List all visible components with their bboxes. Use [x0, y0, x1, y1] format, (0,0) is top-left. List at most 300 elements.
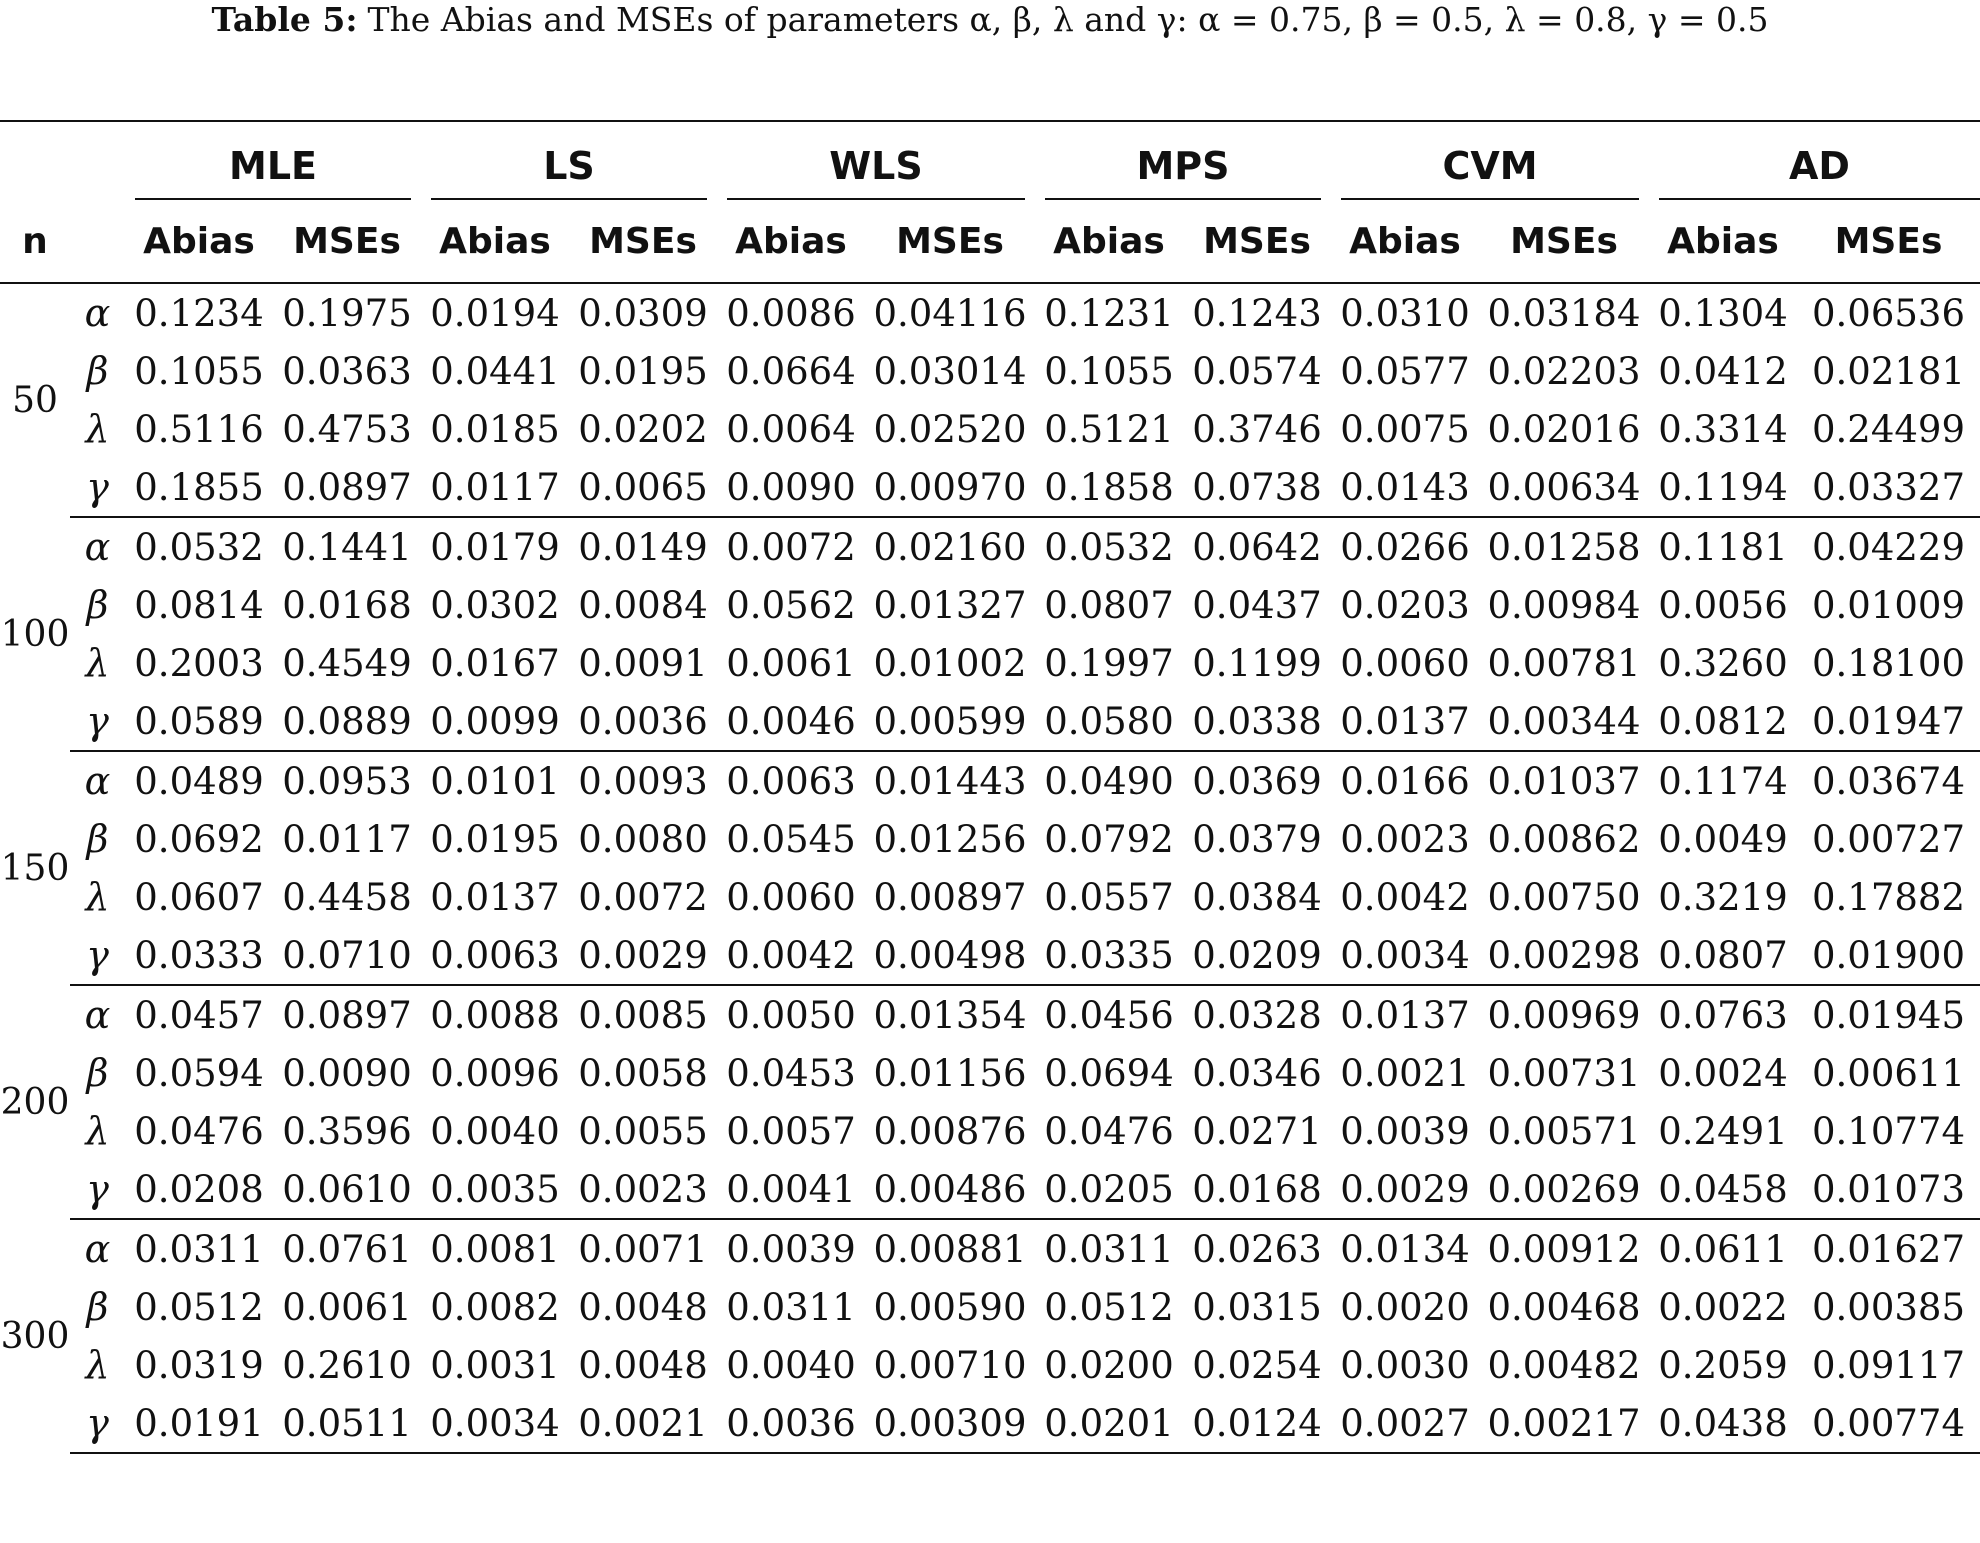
mses-cell: 0.01156	[873, 1051, 1027, 1095]
table-row	[0, 342, 1980, 400]
abias-cell: 0.2003	[134, 641, 264, 685]
method-header: CVM	[1331, 122, 1649, 200]
mses-cell: 0.01354	[873, 993, 1027, 1037]
abias-cell: 0.0039	[726, 1227, 856, 1271]
mses-cell: 0.00498	[865, 926, 1035, 985]
abias-cell: 0.0441	[430, 349, 560, 393]
mses-cell: 0.3596	[282, 1109, 412, 1153]
abias-cell: 0.1855	[125, 458, 273, 517]
parameter-cell: α	[84, 993, 111, 1037]
parameter-cell: α	[84, 291, 111, 335]
mses-cell: 0.0369	[1192, 759, 1322, 803]
abias-cell: 0.0063	[421, 926, 569, 985]
mses-cell: 0.00750	[1487, 875, 1641, 919]
n-block	[0, 985, 1980, 1219]
mses-cell: 0.0384	[1192, 875, 1322, 919]
mses-cell: 0.0168	[1183, 1160, 1331, 1219]
abias-cell: 0.0476	[1044, 1109, 1174, 1153]
method-header: AD	[1649, 122, 1980, 200]
mses-cell: 0.1441	[282, 525, 412, 569]
abias-cell: 0.0046	[717, 692, 865, 751]
mses-cell: 0.0048	[578, 1285, 708, 1329]
mses-cell: 0.01256	[873, 817, 1027, 861]
mses-cell: 0.03674	[1811, 759, 1965, 803]
mses-cell: 0.00970	[865, 458, 1035, 517]
parameter-cell: λ	[85, 875, 110, 919]
mses-cell: 0.00590	[873, 1285, 1027, 1329]
n-block	[0, 283, 1980, 517]
mses-cell: 0.24499	[1811, 407, 1965, 451]
table-row	[0, 1219, 1980, 1278]
abias-cell: 0.0594	[134, 1051, 264, 1095]
abias-cell: 0.0763	[1658, 993, 1788, 1037]
mses-cell: 0.04229	[1811, 525, 1965, 569]
abias-cell: 0.0075	[1340, 407, 1470, 451]
abias-cell: 0.0060	[726, 875, 856, 919]
abias-cell: 0.0457	[134, 993, 264, 1037]
abias-cell: 0.1231	[1044, 291, 1174, 335]
mses-cell: 0.0209	[1183, 926, 1331, 985]
mses-cell: 0.0642	[1192, 525, 1322, 569]
parameter-cell: γ	[70, 1160, 125, 1219]
parameter-cell: β	[86, 583, 109, 627]
table-row	[0, 1336, 1980, 1394]
mses-cell: 0.0071	[578, 1227, 708, 1271]
mses-cell: 0.01627	[1811, 1227, 1965, 1271]
abias-cell: 0.0310	[1340, 291, 1470, 335]
abias-cell: 0.0458	[1649, 1160, 1797, 1219]
mses-cell: 0.0090	[282, 1051, 412, 1095]
table-row	[0, 458, 1980, 517]
abias-cell: 0.1997	[1044, 641, 1174, 685]
abias-cell: 0.0179	[430, 525, 560, 569]
abias-cell: 0.0205	[1035, 1160, 1183, 1219]
mses-cell: 0.4458	[282, 875, 412, 919]
abias-cell: 0.0137	[1340, 993, 1470, 1037]
abias-cell: 0.0030	[1340, 1343, 1470, 1387]
abias-cell: 0.0036	[717, 1394, 865, 1453]
mses-cell: 0.00634	[1479, 458, 1649, 517]
abias-cell: 0.1234	[134, 291, 264, 335]
mses-cell: 0.0738	[1183, 458, 1331, 517]
mses-cell: 0.0263	[1192, 1227, 1322, 1271]
abias-cell: 0.0412	[1658, 349, 1788, 393]
abias-cell: 0.0577	[1340, 349, 1470, 393]
abias-cell: 0.0266	[1340, 525, 1470, 569]
abias-cell: 0.0050	[726, 993, 856, 1037]
abias-cell: 0.0034	[1331, 926, 1479, 985]
abias-cell: 0.0694	[1044, 1051, 1174, 1095]
abias-cell: 0.0557	[1044, 875, 1174, 919]
abias-header: Abias	[421, 200, 569, 283]
abias-cell: 0.1304	[1658, 291, 1788, 335]
table-row	[0, 1394, 1980, 1453]
abias-cell: 0.0333	[125, 926, 273, 985]
mses-cell: 0.00710	[873, 1343, 1027, 1387]
mses-cell: 0.06536	[1811, 291, 1965, 335]
abias-cell: 0.0021	[1340, 1051, 1470, 1095]
mses-cell: 0.0080	[578, 817, 708, 861]
abias-cell: 0.0029	[1331, 1160, 1479, 1219]
mses-cell: 0.0048	[578, 1343, 708, 1387]
mses-header: MSEs	[1797, 200, 1980, 283]
mses-cell: 0.00482	[1487, 1343, 1641, 1387]
abias-cell: 0.0137	[430, 875, 560, 919]
table-row	[0, 1102, 1980, 1160]
abias-cell: 0.0035	[421, 1160, 569, 1219]
table-row	[0, 810, 1980, 868]
table-row	[0, 400, 1980, 458]
mses-cell: 0.0953	[282, 759, 412, 803]
mses-cell: 0.00599	[865, 692, 1035, 751]
n-block	[0, 1219, 1980, 1453]
abias-cell: 0.0456	[1044, 993, 1174, 1037]
mses-cell: 0.0761	[282, 1227, 412, 1271]
table-row	[0, 1278, 1980, 1336]
mses-cell: 0.01258	[1487, 525, 1641, 569]
mses-cell: 0.02520	[873, 407, 1027, 451]
abias-cell: 0.0101	[430, 759, 560, 803]
mses-cell: 0.01443	[873, 759, 1027, 803]
mses-cell: 0.01900	[1797, 926, 1980, 985]
abias-cell: 0.0063	[726, 759, 856, 803]
parameter-cell: γ	[70, 458, 125, 517]
mses-cell: 0.09117	[1811, 1343, 1965, 1387]
abias-cell: 0.0203	[1340, 583, 1470, 627]
table-row	[0, 926, 1980, 985]
abias-cell: 0.0061	[726, 641, 856, 685]
abias-cell: 0.0034	[421, 1394, 569, 1453]
abias-cell: 0.0082	[430, 1285, 560, 1329]
n-header: n	[0, 200, 70, 283]
mses-cell: 0.03327	[1797, 458, 1980, 517]
abias-cell: 0.0814	[134, 583, 264, 627]
mses-cell: 0.01947	[1797, 692, 1980, 751]
parameter-cell: λ	[85, 1109, 110, 1153]
sample-size-cell: 100	[0, 613, 70, 655]
parameter-cell: γ	[70, 1394, 125, 1453]
mses-cell: 0.2610	[282, 1343, 412, 1387]
mses-cell: 0.0091	[578, 641, 708, 685]
abias-cell: 0.0096	[430, 1051, 560, 1095]
table-row	[0, 1160, 1980, 1219]
mses-cell: 0.0055	[578, 1109, 708, 1153]
mses-cell: 0.0315	[1192, 1285, 1322, 1329]
abias-cell: 0.0335	[1035, 926, 1183, 985]
abias-cell: 0.0022	[1658, 1285, 1788, 1329]
mses-cell: 0.0058	[578, 1051, 708, 1095]
table-row	[0, 1044, 1980, 1102]
mses-cell: 0.0346	[1192, 1051, 1322, 1095]
abias-cell: 0.0545	[726, 817, 856, 861]
mses-cell: 0.00984	[1487, 583, 1641, 627]
mses-cell: 0.0168	[282, 583, 412, 627]
abias-cell: 0.0072	[726, 525, 856, 569]
abias-cell: 0.0081	[430, 1227, 560, 1271]
abias-cell: 0.2491	[1658, 1109, 1788, 1153]
mses-cell: 0.4549	[282, 641, 412, 685]
abias-header: Abias	[125, 200, 273, 283]
mses-cell: 0.00309	[865, 1394, 1035, 1453]
abias-cell: 0.0167	[430, 641, 560, 685]
abias-cell: 0.0302	[430, 583, 560, 627]
mses-cell: 0.01037	[1487, 759, 1641, 803]
mses-cell: 0.02160	[873, 525, 1027, 569]
abias-cell: 0.1181	[1658, 525, 1788, 569]
mses-cell: 0.0363	[282, 349, 412, 393]
mses-cell: 0.00912	[1487, 1227, 1641, 1271]
abias-cell: 0.0807	[1649, 926, 1797, 985]
abias-cell: 0.0611	[1658, 1227, 1788, 1271]
mses-cell: 0.00727	[1811, 817, 1965, 861]
mses-cell: 0.0338	[1183, 692, 1331, 751]
abias-cell: 0.3219	[1658, 875, 1788, 919]
method-header: LS	[421, 122, 717, 200]
abias-cell: 0.5121	[1044, 407, 1174, 451]
mses-cell: 0.0328	[1192, 993, 1322, 1037]
abias-cell: 0.0031	[430, 1343, 560, 1387]
abias-cell: 0.1055	[134, 349, 264, 393]
abias-cell: 0.0812	[1649, 692, 1797, 751]
mses-cell: 0.0085	[578, 993, 708, 1037]
mses-cell: 0.00217	[1479, 1394, 1649, 1453]
mses-cell: 0.00344	[1479, 692, 1649, 751]
mses-cell: 0.02203	[1487, 349, 1641, 393]
abias-cell: 0.0086	[726, 291, 856, 335]
caption-label: Table 5:	[211, 0, 358, 39]
abias-cell: 0.0580	[1035, 692, 1183, 751]
sub-header-row	[0, 200, 1980, 283]
mses-cell: 0.0897	[273, 458, 421, 517]
abias-header: Abias	[717, 200, 865, 283]
sample-size-cell: 150	[0, 847, 70, 889]
mses-cell: 0.01073	[1797, 1160, 1980, 1219]
abias-cell: 0.0117	[421, 458, 569, 517]
mses-cell: 0.10774	[1811, 1109, 1965, 1153]
mses-cell: 0.00468	[1487, 1285, 1641, 1329]
abias-cell: 0.0024	[1658, 1051, 1788, 1095]
parameter-cell: β	[86, 349, 109, 393]
abias-cell: 0.0589	[125, 692, 273, 751]
mses-cell: 0.00611	[1811, 1051, 1965, 1095]
abias-cell: 0.0027	[1331, 1394, 1479, 1453]
mses-cell: 0.02181	[1811, 349, 1965, 393]
abias-cell: 0.0476	[134, 1109, 264, 1153]
n-block	[0, 517, 1980, 751]
mses-cell: 0.04116	[873, 291, 1027, 335]
mses-cell: 0.0202	[578, 407, 708, 451]
abias-cell: 0.0453	[726, 1051, 856, 1095]
mses-cell: 0.18100	[1811, 641, 1965, 685]
mses-cell: 0.00774	[1797, 1394, 1980, 1453]
mses-cell: 0.00969	[1487, 993, 1641, 1037]
mses-cell: 0.0574	[1192, 349, 1322, 393]
mses-cell: 0.0117	[282, 817, 412, 861]
mses-cell: 0.00876	[873, 1109, 1027, 1153]
mses-cell: 0.00731	[1487, 1051, 1641, 1095]
mses-cell: 0.0029	[569, 926, 717, 985]
abias-cell: 0.0023	[1340, 817, 1470, 861]
mses-cell: 0.1243	[1192, 291, 1322, 335]
mses-cell: 0.0124	[1183, 1394, 1331, 1453]
mses-cell: 0.0065	[569, 458, 717, 517]
abias-cell: 0.0064	[726, 407, 856, 451]
mses-cell: 0.01945	[1811, 993, 1965, 1037]
abias-cell: 0.5116	[134, 407, 264, 451]
mses-cell: 0.0610	[273, 1160, 421, 1219]
mses-cell: 0.0036	[569, 692, 717, 751]
mses-cell: 0.02016	[1487, 407, 1641, 451]
mses-cell: 0.0511	[273, 1394, 421, 1453]
mses-cell: 0.0061	[282, 1285, 412, 1329]
abias-cell: 0.0143	[1331, 458, 1479, 517]
abias-cell: 0.0311	[1044, 1227, 1174, 1271]
mses-cell: 0.00862	[1487, 817, 1641, 861]
mses-cell: 0.0195	[578, 349, 708, 393]
abias-header: Abias	[1649, 200, 1797, 283]
mses-cell: 0.0021	[569, 1394, 717, 1453]
abias-cell: 0.0490	[1044, 759, 1174, 803]
n-block	[0, 751, 1980, 985]
mses-cell: 0.0379	[1192, 817, 1322, 861]
method-header-row	[0, 122, 1980, 200]
abias-cell: 0.0195	[430, 817, 560, 861]
mses-cell: 0.03184	[1487, 291, 1641, 335]
method-header: MLE	[125, 122, 421, 200]
parameter-cell: γ	[70, 692, 125, 751]
parameter-cell: γ	[70, 926, 125, 985]
parameter-cell: α	[84, 1227, 111, 1271]
table-row	[0, 868, 1980, 926]
abias-cell: 0.0040	[430, 1109, 560, 1153]
mses-cell: 0.0149	[578, 525, 708, 569]
abias-cell: 0.0039	[1340, 1109, 1470, 1153]
mses-cell: 0.0897	[282, 993, 412, 1037]
method-header: WLS	[717, 122, 1035, 200]
abias-cell: 0.0512	[134, 1285, 264, 1329]
abias-cell: 0.2059	[1658, 1343, 1788, 1387]
abias-cell: 0.1858	[1035, 458, 1183, 517]
parameter-cell: α	[84, 525, 111, 569]
mses-cell: 0.01009	[1811, 583, 1965, 627]
abias-cell: 0.1174	[1658, 759, 1788, 803]
mses-header: MSEs	[1183, 200, 1331, 283]
abias-cell: 0.0134	[1340, 1227, 1470, 1271]
mses-cell: 0.17882	[1811, 875, 1965, 919]
abias-cell: 0.0311	[726, 1285, 856, 1329]
abias-cell: 0.0807	[1044, 583, 1174, 627]
abias-cell: 0.0090	[717, 458, 865, 517]
mses-header: MSEs	[865, 200, 1035, 283]
abias-cell: 0.0512	[1044, 1285, 1174, 1329]
abias-cell: 0.0099	[421, 692, 569, 751]
sample-size-cell: 200	[0, 1081, 70, 1123]
mses-cell: 0.00486	[865, 1160, 1035, 1219]
abias-cell: 0.1194	[1649, 458, 1797, 517]
method-header: MPS	[1035, 122, 1331, 200]
results-table	[0, 120, 1980, 1454]
parameter-cell: β	[86, 817, 109, 861]
sample-size-cell: 50	[12, 380, 58, 421]
abias-cell: 0.0060	[1340, 641, 1470, 685]
abias-cell: 0.0185	[430, 407, 560, 451]
abias-cell: 0.0042	[1340, 875, 1470, 919]
mses-cell: 0.00385	[1811, 1285, 1965, 1329]
mses-cell: 0.0023	[569, 1160, 717, 1219]
mses-header: MSEs	[273, 200, 421, 283]
mses-cell: 0.4753	[282, 407, 412, 451]
abias-cell: 0.0049	[1658, 817, 1788, 861]
mses-cell: 0.0437	[1192, 583, 1322, 627]
mses-cell: 0.00881	[873, 1227, 1027, 1271]
abias-cell: 0.0040	[726, 1343, 856, 1387]
parameter-cell: λ	[85, 1343, 110, 1387]
mses-cell: 0.0889	[273, 692, 421, 751]
table-row	[0, 985, 1980, 1044]
abias-cell: 0.0607	[134, 875, 264, 919]
abias-cell: 0.0438	[1649, 1394, 1797, 1453]
abias-cell: 0.0057	[726, 1109, 856, 1153]
mses-cell: 0.0072	[578, 875, 708, 919]
table-row	[0, 283, 1980, 342]
table-row	[0, 576, 1980, 634]
sample-size-cell: 300	[0, 1315, 70, 1357]
mses-cell: 0.00781	[1487, 641, 1641, 685]
mses-header: MSEs	[1479, 200, 1649, 283]
mses-cell: 0.01327	[873, 583, 1027, 627]
mses-cell: 0.0093	[578, 759, 708, 803]
abias-header: Abias	[1331, 200, 1479, 283]
mses-cell: 0.00571	[1487, 1109, 1641, 1153]
mses-cell: 0.1975	[282, 291, 412, 335]
abias-cell: 0.0056	[1658, 583, 1788, 627]
mses-cell: 0.0254	[1192, 1343, 1322, 1387]
mses-cell: 0.00298	[1479, 926, 1649, 985]
abias-cell: 0.3314	[1658, 407, 1788, 451]
abias-cell: 0.0166	[1340, 759, 1470, 803]
abias-header: Abias	[1035, 200, 1183, 283]
abias-cell: 0.0041	[717, 1160, 865, 1219]
caption-text: The Abias and MSEs of parameters α, β, λ and γ: α = 0.75, β = 0.5, λ = 0.8, γ = 0.5	[367, 0, 1769, 39]
table-row	[0, 634, 1980, 692]
abias-cell: 0.0562	[726, 583, 856, 627]
parameter-cell: β	[86, 1051, 109, 1095]
parameter-cell: β	[86, 1285, 109, 1329]
table-row	[0, 692, 1980, 751]
abias-cell: 0.0532	[134, 525, 264, 569]
abias-cell: 0.0020	[1340, 1285, 1470, 1329]
parameter-cell: λ	[85, 641, 110, 685]
mses-cell: 0.1199	[1192, 641, 1322, 685]
abias-cell: 0.0792	[1044, 817, 1174, 861]
mses-cell: 0.3746	[1192, 407, 1322, 451]
abias-cell: 0.0319	[134, 1343, 264, 1387]
abias-cell: 0.0088	[430, 993, 560, 1037]
abias-cell: 0.0137	[1331, 692, 1479, 751]
mses-cell: 0.00269	[1479, 1160, 1649, 1219]
mses-cell: 0.0271	[1192, 1109, 1322, 1153]
abias-cell: 0.0532	[1044, 525, 1174, 569]
abias-cell: 0.0194	[430, 291, 560, 335]
abias-cell: 0.0201	[1035, 1394, 1183, 1453]
mses-cell: 0.0710	[273, 926, 421, 985]
table-row	[0, 751, 1980, 810]
abias-cell: 0.0208	[125, 1160, 273, 1219]
table-row	[0, 517, 1980, 576]
mses-cell: 0.00897	[873, 875, 1027, 919]
mses-cell: 0.03014	[873, 349, 1027, 393]
abias-cell: 0.0200	[1044, 1343, 1174, 1387]
